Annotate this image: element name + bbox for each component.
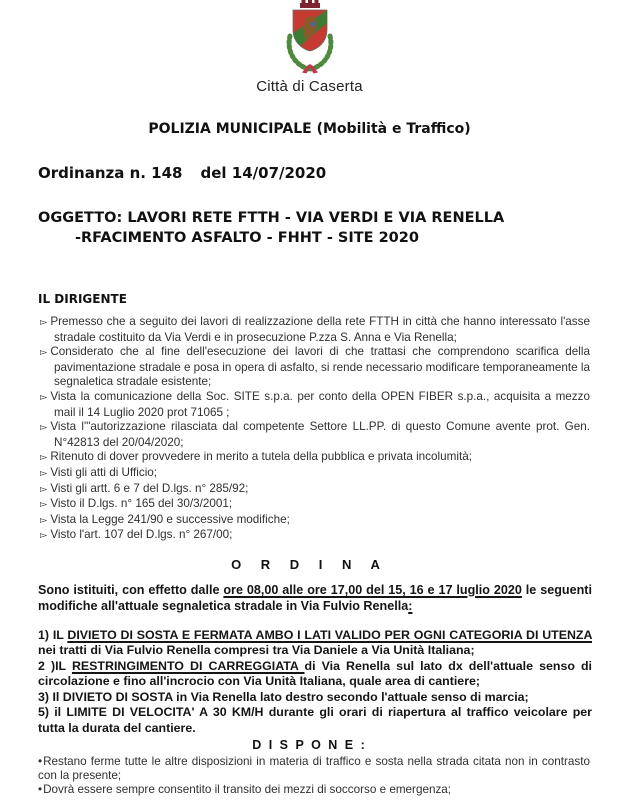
premise-text: Considerato che al fine dell'esecuzione dei lavori di che trattasi che comprendono scarifica della pavimentazione stradale e posa in opera di asfalto, si rende necessario modificare temporaneamente la segnaletica stradale esistente; bbox=[50, 345, 590, 389]
premise-text: Visto il D.lgs. n° 165 del 30/3/2001; bbox=[50, 497, 233, 511]
provision-item bbox=[38, 783, 590, 797]
arrow-bullet-icon: ▻ bbox=[40, 317, 48, 328]
role-heading: IL DIRIGENTE bbox=[38, 292, 127, 306]
premise-item bbox=[38, 466, 590, 482]
order-item: 1) IL DIVIETO DI SOSTA E FERMATA AMBO I LATI VALIDO PER OGNI CATEGORIA DI UTENZA nei tratti di Via Fulvio Renella compresi tra Via Daniele a Via Unità Italiana; bbox=[38, 627, 592, 658]
order-item: 3) Il DIVIETO DI SOSTA in Via Renella lato destro secondo l'attuale senso di marcia; bbox=[38, 689, 529, 704]
premise-item bbox=[38, 315, 590, 345]
orders-list bbox=[0, 628, 592, 737]
premise-item bbox=[38, 450, 590, 466]
shield-detail-icon bbox=[310, 21, 315, 26]
premise-text: Premesso che a seguito dei lavori di realizzazione della rete FTTH in città che hanno interessato l'asse stradale costituito da Via Verdi e in prosecuzione P.zza S. Anna e Via Renella; bbox=[50, 315, 590, 344]
ordina-heading: O R D I N A bbox=[231, 556, 388, 572]
premise-text: Visti gli artt. 6 e 7 del D.lgs. n° 285/92; bbox=[50, 481, 249, 495]
ordinance-date: del 14/07/2020 bbox=[200, 164, 327, 182]
premise-text: Ritenuto di dover provvedere in merito a tutela della pubblica e privata incolumità; bbox=[50, 450, 472, 464]
subject-block bbox=[0, 208, 619, 248]
provision-text: Dovrà essere sempre consentito il transito dei mezzi di soccorso e emergenza; bbox=[43, 783, 452, 797]
ordinance-number-line bbox=[0, 164, 619, 182]
dispone-heading: D I S P O N E : bbox=[252, 737, 367, 752]
order-item: 2 )IL RESTRINGIMENTO DI CARREGGIATA di Via Renella sul lato dx dell'attuale senso di circolazione e fino all'incrocio con Via Unità Italiana, quale area di cantiere; bbox=[38, 658, 592, 689]
dot-bullet-icon: • bbox=[38, 783, 43, 797]
subject-line-1: OGGETTO: LAVORI RETE FTTH - VIA VERDI E VIA RENELLA bbox=[38, 210, 505, 226]
provision-item bbox=[38, 755, 590, 784]
subject-line-2: -RFACIMENTO ASFALTO - FHHT - SITE 2020 bbox=[75, 230, 419, 246]
ordinance-number: Ordinanza n. 148 bbox=[38, 164, 183, 182]
provisions-list bbox=[0, 755, 590, 798]
department-title: POLIZIA MUNICIPALE (Mobilità e Traffico) bbox=[148, 121, 471, 137]
premise-text: Vista la comunicazione della Soc. SITE s.p.a. per conto della OPEN FIBER s.p.a., acquisita a mezzo mail il 14 Luglio 2020 prot 71065 ; bbox=[50, 389, 590, 419]
provision-text: Restano ferme tutte le altre disposizioni in materia di traffico e sosta nella strada citata non in contrasto con la presente; bbox=[38, 754, 590, 782]
city-name: Città di Caserta bbox=[256, 78, 363, 95]
premise-item bbox=[38, 528, 590, 544]
arrow-bullet-icon: ▻ bbox=[40, 452, 48, 464]
arrow-bullet-icon: ▻ bbox=[40, 499, 48, 511]
premise-item bbox=[38, 390, 590, 420]
arrow-bullet-icon: ▻ bbox=[40, 391, 48, 403]
city-coat-of-arms-icon bbox=[282, 0, 338, 74]
premise-text: Vista l'"autorizzazione rilasciata dal competente Settore LL.PP. di questo Comune avente prot. Gen. N°42813 del 20/04/2020; bbox=[50, 420, 590, 449]
premise-text: Visto l'art. 107 del D.lgs. n° 267/00; bbox=[50, 528, 233, 542]
premises-list bbox=[0, 315, 590, 544]
arrow-bullet-icon: ▻ bbox=[40, 347, 48, 359]
arrow-bullet-icon: ▻ bbox=[40, 483, 48, 495]
premise-item bbox=[38, 345, 590, 390]
arrow-bullet-icon: ▻ bbox=[40, 514, 48, 526]
order-intro-paragraph: Sono istituiti, con effetto dalle ore 08,00 alle ore 17,00 del 15, 16 e 17 luglio 2020 le seguenti modifiche all'attuale segnaletica stradale in Via Fulvio Renella: bbox=[38, 582, 592, 614]
order-item: 5) il LIMITE DI VELOCITA' A 30 KM/H durante gli orari di riapertura al traffico veicolare per tutta la durata del cantiere. bbox=[38, 705, 592, 736]
dot-bullet-icon: • bbox=[38, 754, 43, 768]
premise-item bbox=[38, 482, 590, 498]
premise-text: Vista la Legge 241/90 e successive modifiche; bbox=[50, 512, 290, 526]
premise-text: Visti gli atti di Ufficio; bbox=[50, 465, 158, 479]
premise-item bbox=[38, 513, 590, 529]
mural-crown-icon bbox=[300, 0, 320, 8]
arrow-bullet-icon: ▻ bbox=[40, 422, 48, 434]
arrow-bullet-icon: ▻ bbox=[40, 467, 48, 479]
arrow-bullet-icon: ▻ bbox=[40, 530, 48, 542]
premise-item bbox=[38, 497, 590, 513]
document-header bbox=[0, 0, 619, 137]
premise-item bbox=[38, 420, 590, 450]
